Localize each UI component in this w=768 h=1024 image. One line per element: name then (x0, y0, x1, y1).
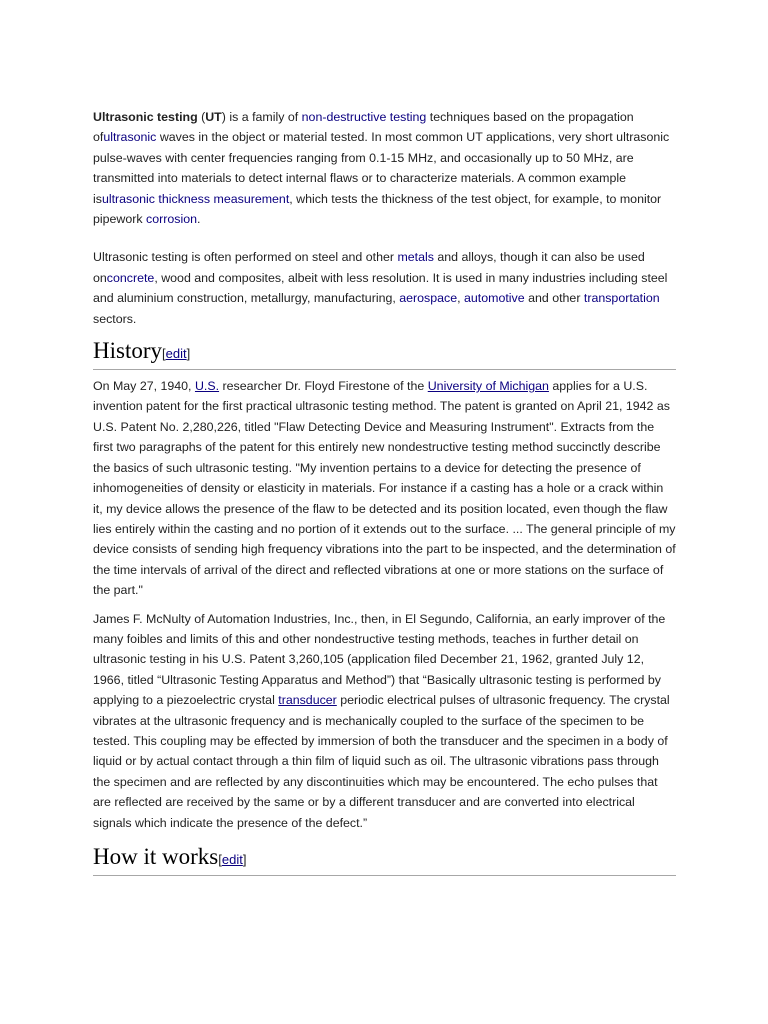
history-edit-bracket: [edit] (162, 346, 191, 362)
link-automotive[interactable]: automotive (464, 291, 525, 306)
para2-text-6: sectors. (93, 311, 137, 326)
intro-text-3: waves in the object or material tested. In most common UT applications, very short ultrasonic pulse-waves with center frequencies ranging from 0.1-15 MHz, and occasionally up to 50 MHz, are transmitted into materials to detect internal flaws or to characterize materials. A common example is (93, 130, 670, 206)
para2-text-4: , (457, 291, 465, 306)
intro-text-2: techniques based on the propagation of (93, 110, 634, 145)
link-ultrasonic-thickness-measurement[interactable]: ultrasonic thickness measurement (101, 191, 290, 206)
history-heading-text: History (93, 338, 162, 364)
link-concrete[interactable]: concrete (106, 270, 155, 285)
how-edit-bracket: [edit] (218, 852, 247, 867)
para2-text-3: , wood and composites, albeit with less resolution. It is used in many industries including steel and aluminium construction, metallurgy, manufacturing, (93, 270, 668, 306)
how-edit-link[interactable]: edit (221, 852, 243, 867)
link-non-destructive-testing[interactable]: non-destructive testing (301, 110, 427, 124)
link-university-of-michigan[interactable]: University of Michigan (427, 379, 549, 394)
link-transducer[interactable]: transducer (278, 693, 337, 708)
article-body (93, 107, 676, 876)
intro-paragraph: Ultrasonic testing (UT) is a family of non-destructive testing techniques based on the propagation ofultrasonic waves in the object or material tested. In most common UT applications, very short ultrasonic pulse-waves with center frequencies ranging from 0.1-15 MHz, and occasionally up to 50 MHz, are transmitted into materials to detect internal flaws or to characterize materials. A common example isultrasonic thickness measurement, which tests the thickness of the test object, for example, to monitor pipework corrosion. (93, 110, 670, 227)
intro-text-1: is a family of (225, 110, 302, 124)
term-bold: Ultrasonic testing (93, 110, 198, 124)
history-paragraph-2 (93, 609, 676, 833)
how-heading-text: How it works (93, 844, 219, 869)
history-p2-text-2: periodic electrical pulses of ultrasonic frequency. The crystal vibrates at the ultrasonic frequency and is mechanically coupled to the surface of the specimen to be tested. This coupling may be effected by immersion of both the transducer and the specimen in a body of liquid or by actual contact through a thin film of liquid such as oil. The ultrasonic vibrations pass through the specimen and are reflected by any discontinuities which may be encountered. The echo pulses that are reflected are received by the same or by a different transducer and are converted into electrical signals which indicate the presence of the defect.” (93, 693, 670, 830)
para2-text-2: and alloys, though it can also be used on (93, 250, 645, 285)
link-aerospace[interactable]: aerospace (399, 291, 458, 306)
history-p1-text-3: applies for a U.S. invention patent for the first practical ultrasonic testing method. The patent is granted on April 21, 1942 as U.S. Patent No. 2,280,226, titled "Flaw Detecting Device and Measuring Instrument". Extracts from the first two paragraphs of the patent for this entirely new nondestructive testing method succinctly describe the basics of such ultrasonic testing. "My invention pertains to a device for detecting the presence of inhomogeneities of density or elasticity in materials. For instance if a casting has a hole or a crack within it, my device allows the presence of the flaw to be detected and its position located, even though the flaw lies entirely within the casting and no portion of it extends out to the surface. ... The general principle of my device consists of sending high frequency vibrations into the part to be inspected, and the determination of the time intervals of arrival of the direct and reflected vibrations at one or more stations on the surface of the part." (93, 379, 676, 598)
abbr-bold: UT (205, 110, 222, 124)
history-p1-text-1: On May 27, 1940, (93, 379, 195, 394)
para2-text-1: Ultrasonic testing is often performed on steel and other (93, 250, 398, 265)
applications-paragraph (93, 247, 676, 329)
link-us[interactable]: U.S. (194, 379, 220, 394)
link-transportation[interactable]: transportation (583, 291, 660, 306)
history-edit-link[interactable]: edit (165, 346, 187, 362)
how-it-works-heading (93, 843, 676, 876)
link-corrosion[interactable]: corrosion (146, 212, 197, 227)
link-ultrasonic[interactable]: ultrasonic (103, 130, 157, 145)
history-p2-text-1: James F. McNulty of Automation Industries, Inc., then, in El Segundo, California, an early improver of the many foibles and limits of this and other nondestructive testing methods, teaches in further detail on ultrasonic testing in his U.S. Patent 3,260,105 (application filed December 21, 1962, granted July 12, 1966, titled “Ultrasonic Testing Apparatus and Method”) that “Basically ultrasonic testing is performed by applying to a piezoelectric crystal (93, 611, 666, 708)
history-paragraph-1 (93, 376, 676, 600)
intro-text-4: , which tests the thickness of the test object, for example, to monitor pipework (93, 191, 662, 227)
link-metals[interactable]: metals (397, 250, 434, 265)
history-p1-text-2: researcher Dr. Floyd Firestone of the (219, 379, 428, 394)
intro-text-5: . (197, 212, 201, 227)
history-heading (93, 337, 676, 370)
para2-text-5: and other (524, 291, 584, 306)
